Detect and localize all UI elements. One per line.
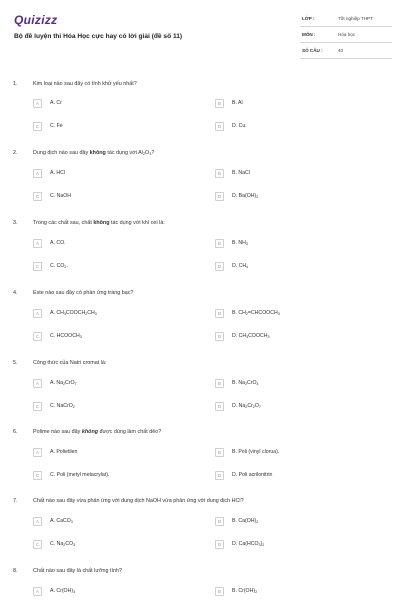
option-key-box: B bbox=[215, 169, 224, 178]
option-key-box: D bbox=[215, 540, 224, 549]
option-key-box: B bbox=[215, 448, 224, 457]
meta-row-count bbox=[300, 45, 392, 59]
option-label: D. $Na_2Cr_2O_7$ bbox=[232, 403, 261, 409]
question-text: Polime nào sau đây không được dùng làm chất dẻo? bbox=[33, 429, 162, 435]
option-key-box: A bbox=[33, 239, 42, 248]
meta-table bbox=[300, 13, 392, 61]
option-a[interactable] bbox=[33, 99, 183, 109]
option-b[interactable] bbox=[215, 517, 365, 527]
option-b[interactable] bbox=[215, 587, 365, 597]
option-label: C. Poli (metyl metacrylat). bbox=[50, 472, 110, 478]
option-d[interactable] bbox=[215, 471, 365, 481]
option-b[interactable] bbox=[215, 169, 365, 179]
option-key-box: D bbox=[215, 332, 224, 341]
option-a[interactable] bbox=[33, 379, 183, 389]
option-b[interactable] bbox=[215, 239, 365, 249]
option-a[interactable] bbox=[33, 448, 183, 458]
option-label: A. Polietilen bbox=[50, 449, 78, 455]
option-label: C. Fe bbox=[50, 123, 63, 129]
option-b[interactable] bbox=[215, 99, 365, 109]
option-label: D. $CH_3COOCH_3$ bbox=[232, 333, 270, 339]
option-label: A. $Na_2CrO_7$ bbox=[50, 380, 77, 386]
question-number: 7. bbox=[13, 498, 18, 504]
option-key-box: D bbox=[215, 192, 224, 201]
option-c[interactable] bbox=[33, 122, 183, 132]
option-label: B. Poli (vinyl clorua). bbox=[232, 449, 280, 455]
option-b[interactable] bbox=[215, 379, 365, 389]
question-text: Chất nào sau đây là chất lưỡng tính? bbox=[33, 568, 122, 574]
option-key-box: B bbox=[215, 309, 224, 318]
document-title: Bộ đề luyện thi Hóa Học cực hay có lời giải (đề số 11) bbox=[14, 33, 183, 40]
question-number: 1. bbox=[13, 81, 18, 87]
option-label: C. $Na_2CO_3$ bbox=[50, 541, 76, 547]
option-key-box: C bbox=[33, 262, 42, 271]
option-key-box: D bbox=[215, 262, 224, 271]
option-label: B. $Ca(OH)_2$ bbox=[232, 518, 259, 524]
option-c[interactable] bbox=[33, 471, 183, 481]
option-key-box: D bbox=[215, 402, 224, 411]
option-key-box: B bbox=[215, 239, 224, 248]
question-text: Công thức của Natri cromat là: bbox=[33, 360, 107, 366]
option-key-box: A bbox=[33, 517, 42, 526]
meta-row-subject bbox=[300, 29, 392, 43]
option-label: A. Cr bbox=[50, 100, 62, 106]
option-key-box: C bbox=[33, 471, 42, 480]
option-label: B. $CH_2=CHCOOCH_3$ bbox=[232, 310, 280, 316]
meta-value: Hóa học bbox=[338, 32, 356, 37]
option-label: B. NaCl bbox=[232, 170, 250, 176]
option-a[interactable] bbox=[33, 309, 183, 319]
option-a[interactable] bbox=[33, 587, 183, 597]
option-label: A. CaCO$_3$ bbox=[50, 518, 73, 524]
question-number: 8. bbox=[13, 568, 18, 574]
option-key-box: D bbox=[215, 471, 224, 480]
option-d[interactable] bbox=[215, 402, 365, 412]
option-key-box: A bbox=[33, 169, 42, 178]
question-number: 4. bbox=[13, 290, 18, 296]
option-d[interactable] bbox=[215, 262, 365, 272]
option-c[interactable] bbox=[33, 332, 183, 342]
option-key-box: C bbox=[33, 122, 42, 131]
option-label: A. CO. bbox=[50, 240, 66, 246]
option-key-box: B bbox=[215, 99, 224, 108]
quizizz-logo: Quizizz bbox=[14, 13, 58, 27]
option-label: B. $Na_2CrO_4$ bbox=[232, 380, 259, 386]
option-key-box: A bbox=[33, 379, 42, 388]
document-header bbox=[0, 0, 400, 70]
option-d[interactable] bbox=[215, 332, 365, 342]
option-key-box: C bbox=[33, 332, 42, 341]
option-c[interactable] bbox=[33, 402, 183, 412]
meta-label: MÔN : bbox=[302, 32, 316, 37]
option-key-box: B bbox=[215, 587, 224, 596]
option-b[interactable] bbox=[215, 309, 365, 319]
option-b[interactable] bbox=[215, 448, 365, 458]
option-a[interactable] bbox=[33, 239, 183, 249]
option-label: C. $CO_2$. bbox=[50, 263, 68, 269]
option-label: D. $Ba(OH)_2$ bbox=[232, 193, 259, 199]
option-label: C. NaOH bbox=[50, 193, 72, 199]
option-key-box: C bbox=[33, 192, 42, 201]
option-label: C. NaCrO$_2$ bbox=[50, 403, 75, 409]
question-text: Trong các chất sau, chất không tác dụng với khí oxi là: bbox=[33, 220, 165, 226]
question-text: Este nào sau đây có phản ứng tráng bạc? bbox=[33, 290, 134, 296]
option-c[interactable] bbox=[33, 192, 183, 202]
option-key-box: D bbox=[215, 122, 224, 131]
meta-row-class bbox=[300, 13, 392, 27]
option-label: C. $HCOOCH_3$ bbox=[50, 333, 82, 339]
question-text: Chất nào sau đây vừa phản ứng với dung dịch NaOH vừa phản ứng với dung dịch HCl? bbox=[33, 498, 244, 504]
option-d[interactable] bbox=[215, 122, 365, 132]
option-c[interactable] bbox=[33, 540, 183, 550]
option-key-box: A bbox=[33, 99, 42, 108]
option-key-box: A bbox=[33, 309, 42, 318]
meta-value: 40 bbox=[338, 48, 344, 53]
option-label: D. $Ca(HCO_3)_2$ bbox=[232, 541, 265, 547]
option-a[interactable] bbox=[33, 169, 183, 179]
option-d[interactable] bbox=[215, 192, 365, 202]
option-c[interactable] bbox=[33, 262, 183, 272]
option-label: D. Cu. bbox=[232, 123, 247, 129]
option-key-box: B bbox=[215, 517, 224, 526]
option-key-box: B bbox=[215, 379, 224, 388]
meta-label: LỚP : bbox=[302, 16, 315, 21]
option-a[interactable] bbox=[33, 517, 183, 527]
question-text: Dung dịch nào sau đây không tác dụng với $Al_2O_3$? bbox=[33, 150, 155, 156]
option-d[interactable] bbox=[215, 540, 365, 550]
option-label: A. $Cr(OH)_3$ bbox=[50, 588, 76, 594]
option-label: D. Poli acrilonitrin bbox=[232, 472, 273, 478]
question-number: 2. bbox=[13, 150, 18, 156]
option-key-box: A bbox=[33, 448, 42, 457]
option-key-box: C bbox=[33, 402, 42, 411]
question-number: 5. bbox=[13, 360, 18, 366]
option-label: A. $CH_3COOCH_2CH_3$ bbox=[50, 310, 97, 316]
option-label: D. $CH_4$ bbox=[232, 263, 249, 269]
question-number: 3. bbox=[13, 220, 18, 226]
option-label: B. $NH_3$ bbox=[232, 240, 248, 246]
meta-value: Tốt nghiệp THPT bbox=[338, 16, 373, 21]
option-label: B. Al bbox=[232, 100, 243, 106]
option-key-box: C bbox=[33, 540, 42, 549]
question-number: 6. bbox=[13, 429, 18, 435]
option-label: B. $Cr(OH)_2$ bbox=[232, 588, 258, 594]
option-label: A. HCl bbox=[50, 170, 65, 176]
option-key-box: A bbox=[33, 587, 42, 596]
meta-label: SỐ CÂU : bbox=[302, 48, 323, 53]
question-text: Kim loại nào sau đây có tính khử yếu nhất? bbox=[33, 81, 137, 87]
